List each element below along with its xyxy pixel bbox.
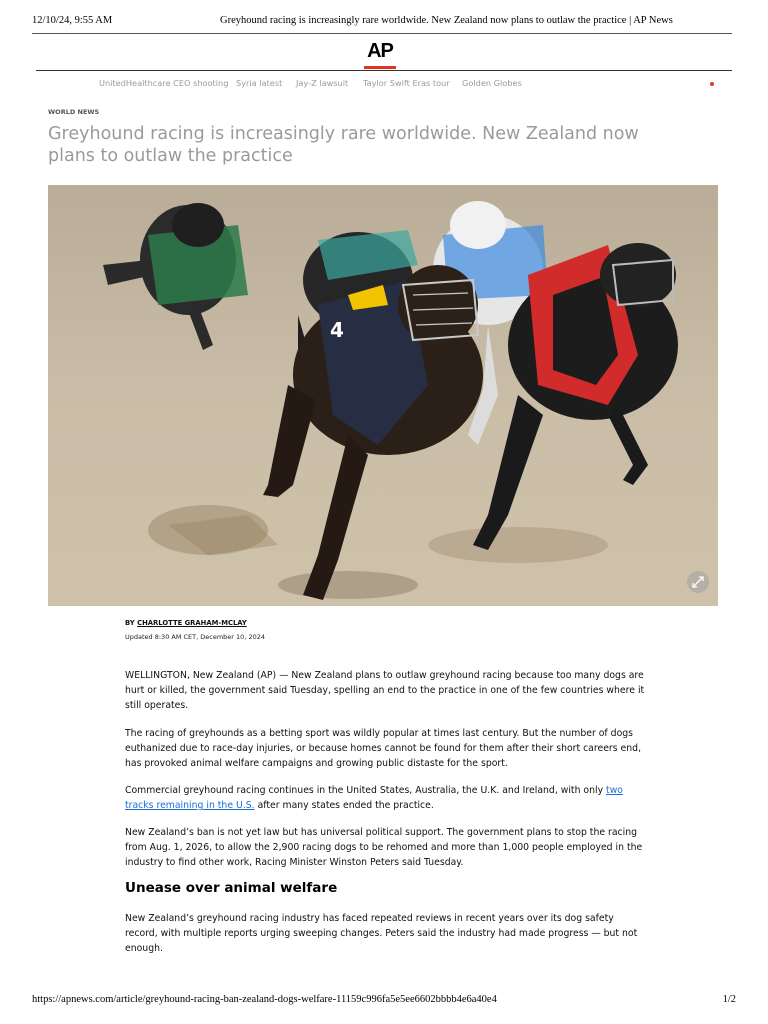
paragraph-3-text-a: Commercial greyhound racing continues in the United States, Australia, the U.K. and Ireland, with only — [125, 785, 607, 796]
nav-divider — [36, 70, 732, 71]
paragraph-3 — [125, 783, 645, 813]
nav-item-golden-globes[interactable]: Golden Globes — [462, 78, 522, 88]
nav-item-unitedhealthcare[interactable]: UnitedHealthcare CEO shooting — [99, 78, 229, 88]
author-link[interactable]: CHARLOTTE GRAHAM-MCLAY — [137, 619, 247, 627]
print-title: Greyhound racing is increasingly rare worldwide. New Zealand now plans to outlaw the practice | AP News — [220, 15, 673, 26]
ap-logo-text: AP — [367, 40, 393, 62]
print-url: https://apnews.com/article/greyhound-racing-ban-zealand-dogs-welfare-11159c996fa5e5ee6602bbbb4e6a40e4 — [32, 994, 497, 1005]
nav-item-jay-z[interactable]: Jay-Z lawsuit — [296, 78, 349, 88]
print-header — [32, 15, 736, 31]
expand-image-button[interactable] — [687, 571, 709, 593]
nav-item-syria[interactable]: Syria latest — [236, 78, 283, 88]
nav-item-taylor-swift[interactable]: Taylor Swift Eras tour — [363, 78, 450, 88]
subheading-animal-welfare: Unease over animal welfare — [125, 880, 338, 896]
paragraph-1: WELLINGTON, New Zealand (AP) — New Zealand plans to outlaw greyhound racing because too many dogs are hurt or killed, the government said Tuesday, spelling an end to the practice in one of the few countries where it still operates. — [125, 670, 645, 712]
ap-logo-accent-bar — [364, 66, 396, 69]
paragraph-2: The racing of greyhounds as a betting sport was wildly popular at times last century. But the number of dogs euthanized due to race-day injuries, or because homes cannot be found for them after their short careers end, has provoked animal welfare campaigns and growing public distaste for the sport. — [125, 728, 642, 770]
updated-timestamp: Updated 8:30 AM CET, December 10, 2024 — [125, 633, 265, 641]
live-dot-icon — [710, 82, 714, 86]
ap-logo[interactable] — [363, 40, 397, 70]
paragraph-4: New Zealand’s ban is not yet law but has universal political support. The government plans to stop the racing from Aug. 1, 2026, to allow the 2,900 racing dogs to be rehomed and more than 1,000 people employed in the industry to find other work, Racing Minister Winston Peters said Tuesday. — [125, 827, 643, 869]
paragraph-3-text-b: after many states ended the practice. — [254, 800, 434, 812]
byline — [125, 619, 247, 627]
article-headline: Greyhound racing is increasingly rare worldwide. New Zealand now plans to outlaw the practice — [48, 124, 639, 166]
expand-icon — [692, 576, 704, 588]
print-date: 12/10/24, 9:55 AM — [32, 15, 113, 26]
header-divider — [32, 33, 732, 34]
hero-image — [48, 185, 718, 606]
page-number: 1/2 — [722, 994, 736, 1005]
greyhound-race-photo — [48, 185, 718, 606]
byline-prefix: BY — [125, 619, 135, 627]
two-tracks-link[interactable]: two tracks remaining in the U.S. — [125, 785, 623, 812]
paragraph-5: New Zealand’s greyhound racing industry has faced repeated reviews in recent years over its dog safety record, with multiple reports urging sweeping changes. Peters said the industry had made progress — but not enough. — [125, 913, 638, 955]
section-label[interactable]: WORLD NEWS — [48, 108, 100, 116]
svg-text:4: 4 — [330, 318, 344, 342]
